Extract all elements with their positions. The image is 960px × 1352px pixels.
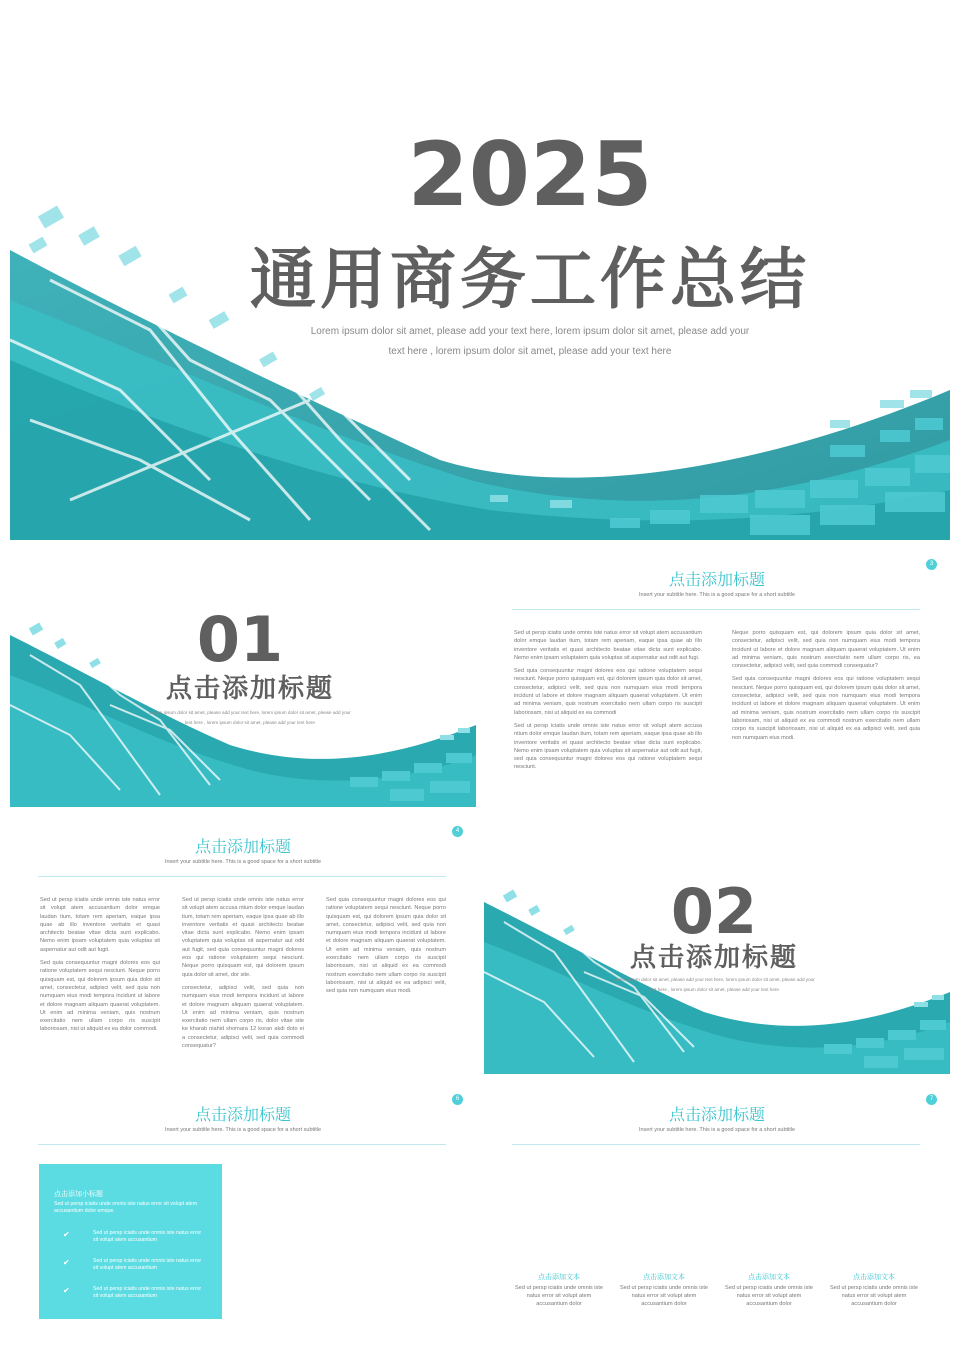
feature-item: [63, 1230, 207, 1244]
section-01-desc-line2: text here , lorem ipsum dolor sit amet, please add your text here: [185, 720, 315, 725]
slide-3-left-column: [514, 629, 702, 777]
section-02-desc-line1: Lorem ipsum dolor sit amet, please add your text here, lorem ipsum dolor sit amet, please add your: [613, 977, 815, 982]
section-02-slide: [484, 822, 950, 1074]
column-4-title: 点击添加文本: [853, 1273, 895, 1281]
slide-3-right-paragraph-2: Sed quia consequuntur magni dolores eos qui ratione voluptatem sequi nesciunt. Neque porro quisquam est, qui dolorem ipsum quia dolor sit amet, consectetur, adipisci velit, sed quia non numquam eius modi tempora incidunt ut labore et dolore magnam aliquam quaerat voluptatem. Ut enim ad minima veniam, quis nostrum exercitatio nem ullam corpo ris suscipit laboriosam, nisi ut aliquid ex ea commodi nostrum exercitatio nem ullam corpo ris suscipit laboriosam, nisi ut aliquid ex ea adipisci velit, sed quia non numquam eius modi.: [732, 676, 920, 741]
feature-box-desc: Sed ut persp iciatis unde omnis iste natus error sit volupt atem accusantium dolor emque.: [54, 1201, 198, 1214]
check-icon: ✔: [63, 1230, 70, 1239]
section-01-slide: [10, 555, 476, 807]
slide-4-column-2: [182, 896, 304, 1055]
slide-6-subtitle: Insert your subtitle here. This is a good space for a short subtitle: [164, 1127, 322, 1133]
cover-desc-line1: Lorem ipsum dolor sit amet, please add your text here, lorem ipsum dolor sit amet, please add your: [310, 326, 750, 337]
check-icon: ✔: [63, 1286, 70, 1295]
slide-6: [10, 1090, 476, 1342]
column-4-text: Sed ut persp iciatis unde omnis iste natus error sit volupt atem accusantium dolor: [830, 1285, 918, 1307]
slide-3: [484, 555, 950, 807]
column-2-title: 点击添加文本: [643, 1273, 685, 1281]
slide-4-title: 点击添加标题: [194, 837, 291, 856]
slide-4-subtitle: Insert your subtitle here. This is a good space for a short subtitle: [164, 859, 322, 865]
slide-7-divider: [512, 1144, 920, 1145]
feature-item: [63, 1286, 207, 1300]
feature-box: [39, 1164, 222, 1319]
slide-4-col3-paragraph-1: Sed quia consequuntur magni dolores eos qui ratione voluptatem sequi nesciunt. Neque porro quisquam est, qui dolorem ipsum quia dolor sit amet, consectetur, adipisci velit, sed quia non numquam eius modi tempora incidunt ut labore et dolore magnam aliquam quaerat voluptatem. Ut enim ad minima veniam, quis nostrum exercitatio nem ullam corpo ris suscipit laboriosam, nisi ut aliquid ex ea commodi nostrum exercitatio nem ullam corpo ris suscipit laboriosam, nisi ut aliquid ex ea adipisci velit, sed quia non numquam eius modi.: [326, 897, 446, 995]
slide-7-subtitle: Insert your subtitle here. This is a good space for a short subtitle: [638, 1127, 796, 1133]
slide-7: [484, 1090, 950, 1342]
page-number-badge: 6: [452, 1094, 463, 1105]
section-02-title: 点击添加标题: [629, 943, 798, 973]
slide-4-column-3: [326, 896, 446, 1001]
column-3-text: Sed ut persp iciatis unde omnis iste natus error sit volupt atem accusantium dolor: [725, 1285, 813, 1307]
slide-4-divider: [38, 876, 446, 877]
slide-4-col2-paragraph-2: consectetur, adipisci velit, sed quia non numquam eius modi tempora incidunt ut labore et dolore magnam aliquam quaerat voluptatem. Ut enim ad minima veniam, quis nostrum exercitatio nem ullam corpo ris, dolor vitae site ke kharab niahid shomara 12 koran akdi doto ei a consectetur, adipisci velit, sed quia commodi consequatur?: [182, 984, 304, 1050]
column-3-title: 点击添加文本: [748, 1273, 790, 1281]
section-01-desc-line1: Lorem ipsum dolor sit amet, please add your text here, lorem ipsum dolor sit amet, please add your: [149, 710, 351, 715]
slide-3-title: 点击添加标题: [668, 570, 765, 589]
cover-desc-line2: text here , lorem ipsum dolor sit amet, please add your text here: [388, 346, 672, 357]
column-1-text: Sed ut persp iciatis unde omnis iste natus error sit volupt atem accusantium dolor: [515, 1285, 603, 1307]
feature-item: [63, 1258, 207, 1272]
cover-year: 2025: [407, 123, 653, 226]
slide-6-divider: [38, 1144, 446, 1145]
slide-3-right-column: [732, 629, 920, 747]
section-02-number: 02: [670, 875, 758, 948]
slide-3-right-paragraph-1: Neque porro quisquam est, qui dolorem ipsum quia dolor sit amet, consectetur, adipisci velit, sed quia non numquam eius modi tempora incidunt ut labore et dolore magnam aliquam quaerat voluptatem. Ut enim ad minima veniam, quis nostrum exercitatio nem ullam corpo ris, ea consectetur, adipisci velit, sed quia commodi consequatur?: [732, 630, 920, 670]
slide-3-subtitle: Insert your subtitle here. This is a good space for a short subtitle: [638, 592, 796, 598]
section-02-desc-line2: text here , lorem ipsum dolor sit amet, please add your text here: [649, 987, 779, 992]
check-icon: ✔: [63, 1258, 70, 1267]
page-number-badge: 3: [926, 559, 937, 570]
cover-slide: [10, 100, 950, 540]
slide-3-divider: [512, 609, 920, 610]
column-1-title: 点击添加文本: [538, 1273, 580, 1281]
section-01-title: 点击添加标题: [165, 674, 334, 704]
slide-4-column-1: [40, 896, 160, 1039]
feature-item-text: Sed ut persp iciatis unde omnis iste natus error sit volupt atem accusantium: [93, 1286, 202, 1299]
slide-4-col2-paragraph-1: Sed ut persp iciatis unde omnis iste natus error sit volupt atem accusa ntium dolor emque laudan tium, totam rem aperiam, eaque ipsa quae ab illo inventore veritatis et quasi architecto beatae vitae dicta sunt explicabo. Nemo enim ipsam voluptatem quia voluptas sit aspernatur aut odit aut fugit, sed quia consequuntur magni dolores eos qui ratione voluptatem sequi nesciunt. Neque porro quisquam est, qui dolorem ipsum quia dolor sit amet, dor site.: [182, 897, 304, 978]
slide-4-col1-paragraph-2: Sed quia consequuntur magni dolores eos qui ratione voluptatem sequi nesciunt. Neque porro quisquam est, qui dolorem ipsum quia dolor sit amet, consectetur, adipisci velit, sed quia non numquam eius modi tempora incidunt ut labore et dolore magnam aliquam quaerat voluptatem. Ut enim ad minima veniam, quis nostrum exercitatio nem ullam corpo ris suscipit laboriosam, nisi ut aliquid ex ea dolor commodi.: [40, 960, 160, 1033]
slide-4-col1-paragraph-1: Sed ut persp iciatis unde omnis iste natus error sit volupt atem accusantium dolor emque laudan tium, totam rem aperiam, eaque ipsa quae ab illo inventore veritatis et quasi architecto beatae vitae dicta sunt explicabo. Nemo enim ipsam voluptatem quia voluptas sit aspernatur aut odit aut fugit.: [40, 897, 160, 953]
feature-item-text: Sed ut persp iciatis unde omnis iste natus error sit volupt atem accusantium: [93, 1258, 202, 1271]
feature-item-text: Sed ut persp iciatis unde omnis iste natus error sit volupt atem accusantium: [93, 1230, 202, 1243]
cover-title: 通用商务工作总结: [250, 241, 810, 318]
feature-box-title: 点击添加小标题: [54, 1190, 103, 1198]
page-number-badge: 4: [452, 826, 463, 837]
slide-6-title: 点击添加标题: [194, 1105, 291, 1124]
page-number-badge: 7: [926, 1094, 937, 1105]
slide-3-left-paragraph-2: Sed quia consequuntur magni dolores eos qui ratione voluptatem sequi nesciunt. Neque porro quisquam est, qui dolorem ipsum quia dolor sit amet, consectetur, adipisci velit, sed quia non numquam eius modi tempora incidunt ut labore et dolore magnam aliquam quaerat voluptatem. Ut enim ad minima veniam, quis nostrum exercitatio nem ullam corpo ris suscipit laboriosam, nisi ut aliquid ex ea commodi: [514, 668, 702, 716]
slide-3-left-paragraph-1: Sed ut persp iciatis unde omnis iste natus error sit volupt atem accusantium dolor emque laudan tium, totam rem aperiam, eaque ipsa quae ab illo inventore veritatis et quasi architecto beatae vitae dicta sunt explicabo. Nemo enim ipsam voluptatem quia voluptas sit aspernatur aut odit aut fugi.: [514, 630, 702, 661]
slide-3-left-paragraph-3: Sed ut persp iciatis unde omnis iste natus error sit volupt atem accusa ntium dolor emque laudan tium, totam rem aperiam, eaque ipsa quae ab illo inventore veritatis et quasi architecto beatae vitae dicta sunt explicabo. Nemo enim ipsam voluptatem quia voluptas sit aspernatur aut odit aut fugit, sed quia consequuntur magni dolores eos qui ratione voluptatem sequi nesciunt.: [514, 722, 702, 771]
column-2-text: Sed ut persp iciatis unde omnis iste natus error sit volupt atem accusantium dolor: [620, 1285, 708, 1307]
slide-4: [10, 822, 476, 1074]
section-01-number: 01: [196, 603, 284, 676]
slide-7-title: 点击添加标题: [668, 1105, 765, 1124]
